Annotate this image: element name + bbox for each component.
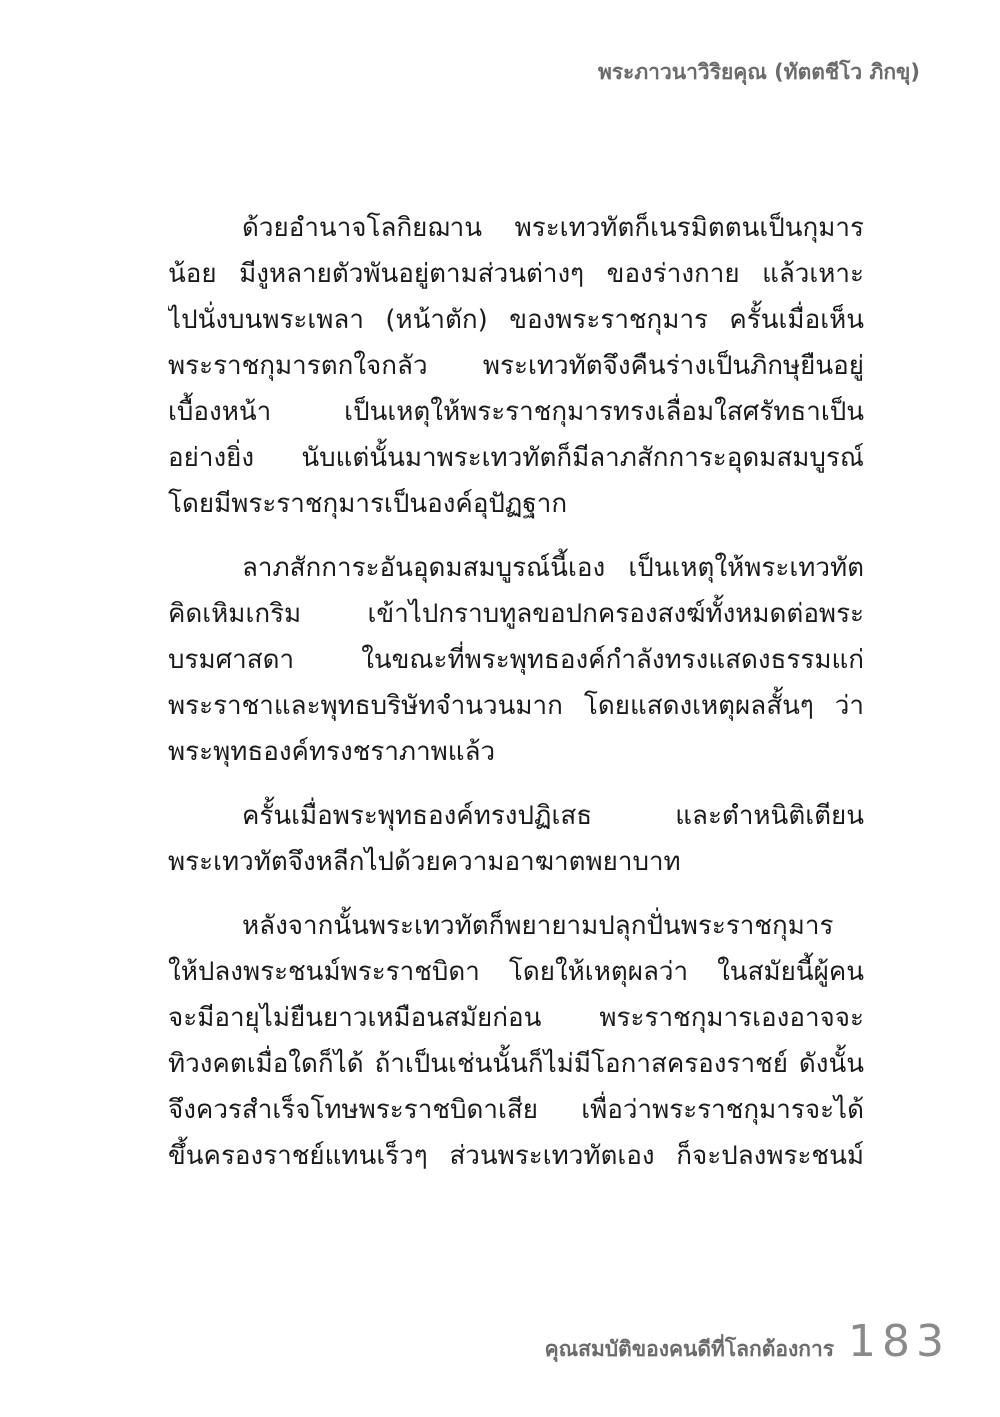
text-line: ขึ้นครองราชย์แทนเร็วๆ ส่วนพระเทวทัตเอง ก็จะปลงพระชนม์ (168, 1141, 864, 1171)
text-line: จึงควรสำเร็จโทษพระราชบิดาเสีย เพื่อว่าพระราชกุมารจะได้ (168, 1095, 864, 1125)
text-line: ครั้นเมื่อพระพุทธองค์ทรงปฏิเสธ และตำหนิติเตียน (242, 801, 864, 831)
body-text (168, 205, 864, 1197)
text-line: บรมศาสดา ในขณะที่พระพุทธองค์กำลังทรงแสดงธรรมแก่ (168, 645, 864, 675)
text-line: หลังจากนั้นพระเทวทัตก็พยายามปลุกปั่นพระราชกุมาร (242, 911, 834, 941)
footer-book-title: คุณสมบัติของคนดีที่โลกต้องการ (544, 1337, 835, 1361)
text-line: พระพุทธองค์ทรงชราภาพแล้ว (168, 737, 496, 767)
paragraph (168, 545, 864, 775)
paragraph (168, 205, 864, 527)
paragraph (168, 793, 864, 885)
text-line: ลาภสักการะอันอุดมสมบูรณ์นี้เอง เป็นเหตุให้พระเทวทัต (242, 553, 864, 583)
text-line: พระราชาและพุทธบริษัทจำนวนมาก โดยแสดงเหตุผลสั้นๆ ว่า (168, 691, 864, 721)
text-line: น้อย มีงูหลายตัวพันอยู่ตามส่วนต่างๆ ของร่างกาย แล้วเหาะ (168, 259, 864, 289)
text-line: ไปนั่งบนพระเพลา (หน้าตัก) ของพระราชกุมาร ครั้นเมื่อเห็น (168, 305, 864, 335)
text-line: ทิวงคตเมื่อใดก็ได้ ถ้าเป็นเช่นนั้นก็ไม่มีโอกาสครองราชย์ ดังนั้น (168, 1049, 864, 1079)
text-line: ให้ปลงพระชนม์พระราชบิดา โดยให้เหตุผลว่า ในสมัยนี้ผู้คน (168, 957, 864, 987)
text-line: คิดเหิมเกริม เข้าไปกราบทูลขอปกครองสงฆ์ทั้งหมดต่อพระ (168, 599, 864, 629)
page-footer (545, 1316, 950, 1367)
text-line: อย่างยิ่ง นับแต่นั้นมาพระเทวทัตก็มีลาภสักการะอุดมสมบูรณ์ (168, 443, 864, 473)
text-line: จะมีอายุไม่ยืนยาวเหมือนสมัยก่อน พระราชกุมารเองอาจจะ (168, 1003, 864, 1033)
text-line: พระราชกุมารตกใจกลัว พระเทวทัตจึงคืนร่างเป็นภิกษุยืนอยู่ (168, 351, 864, 381)
text-line: ด้วยอำนาจโลกิยฌาน พระเทวทัตก็เนรมิตตนเป็นกุมาร (242, 213, 864, 243)
text-line: เบื้องหน้า เป็นเหตุให้พระราชกุมารทรงเลื่อมใสศรัทธาเป็น (168, 397, 864, 427)
page-number: 183 (848, 1316, 950, 1367)
text-line: พระเทวทัตจึงหลีกไปด้วยความอาฆาตพยาบาท (168, 847, 681, 877)
paragraph (168, 903, 864, 1179)
text-line: โดยมีพระราชกุมารเป็นองค์อุปัฏฐาก (168, 489, 568, 519)
running-header: พระภาวนาวิริยคุณ (ทัตตชีโว ภิกขุ) (597, 60, 920, 84)
